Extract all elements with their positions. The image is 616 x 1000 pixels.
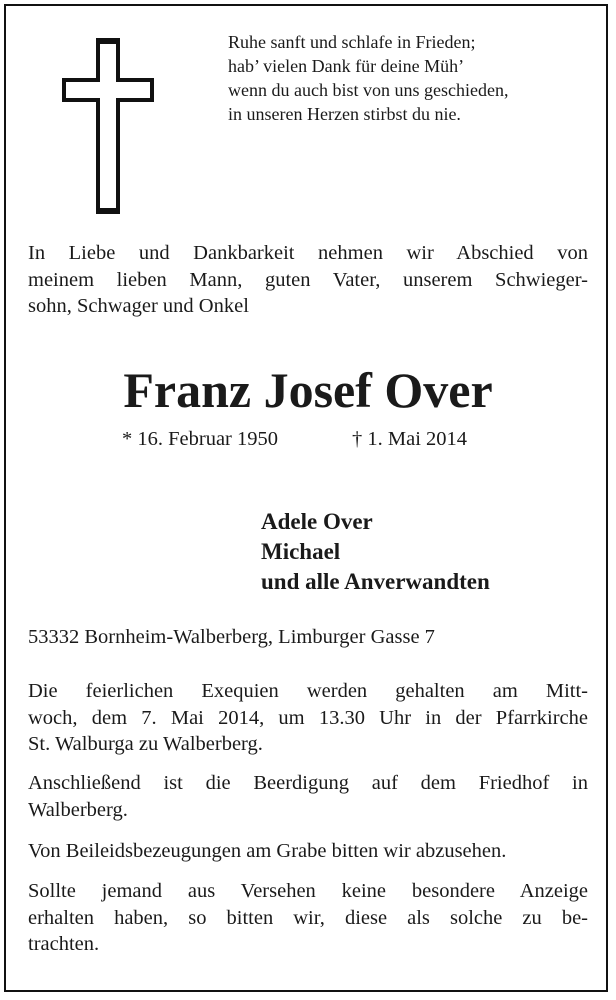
intro-text	[28, 240, 588, 320]
poem-line: wenn du auch bist von uns geschieden,	[228, 80, 509, 100]
poem-line: hab’ vielen Dank für deine Müh’	[228, 56, 465, 76]
mourner-line: und alle Anverwandten	[261, 569, 490, 594]
paragraph-line: erhalten haben, so bitten wir, diese als solche zu be-	[28, 906, 588, 929]
paragraph-line: Walberberg.	[28, 798, 128, 821]
beerdigung-paragraph	[28, 770, 588, 823]
address: 53332 Bornheim-Walberberg, Limburger Gasse 7	[28, 626, 435, 648]
poem-line: in unseren Herzen stirbst du nie.	[228, 104, 461, 124]
intro-line: sohn, Schwager und Onkel	[28, 295, 249, 317]
death-date: † 1. Mai 2014	[352, 428, 468, 450]
mourner-line: Michael	[261, 539, 341, 564]
latin-cross-icon	[62, 38, 154, 214]
poem-line: Ruhe sanft und schlafe in Frieden;	[228, 32, 476, 52]
mourner-line: Adele Over	[261, 509, 373, 534]
exequien-paragraph	[28, 678, 588, 758]
beileid-paragraph: Von Beileidsbezeugungen am Grabe bitten wir abzusehen.	[28, 840, 507, 862]
paragraph-line: Die feierlichen Exequien werden gehalten am Mitt-	[28, 680, 588, 702]
paragraph-line: Sollte jemand aus Versehen keine besondere Anzeige	[28, 880, 588, 902]
paragraph-line: St. Walburga zu Walberberg.	[28, 733, 263, 755]
birth-date: * 16. Februar 1950	[122, 428, 279, 450]
poem	[228, 30, 598, 126]
deceased-name: Franz Josef Over	[123, 362, 493, 418]
anzeige-paragraph	[28, 878, 588, 958]
intro-line: In Liebe und Dankbarkeit nehmen wir Abschied von	[28, 242, 588, 264]
mourners	[261, 507, 490, 597]
paragraph-line: Anschließend ist die Beerdigung auf dem Friedhof in	[28, 772, 588, 794]
paragraph-line: trachten.	[28, 933, 100, 955]
paragraph-line: woch, dem 7. Mai 2014, um 13.30 Uhr in der Pfarrkirche	[28, 706, 588, 729]
intro-line: meinem lieben Mann, guten Vater, unserem Schwieger-	[28, 268, 588, 291]
